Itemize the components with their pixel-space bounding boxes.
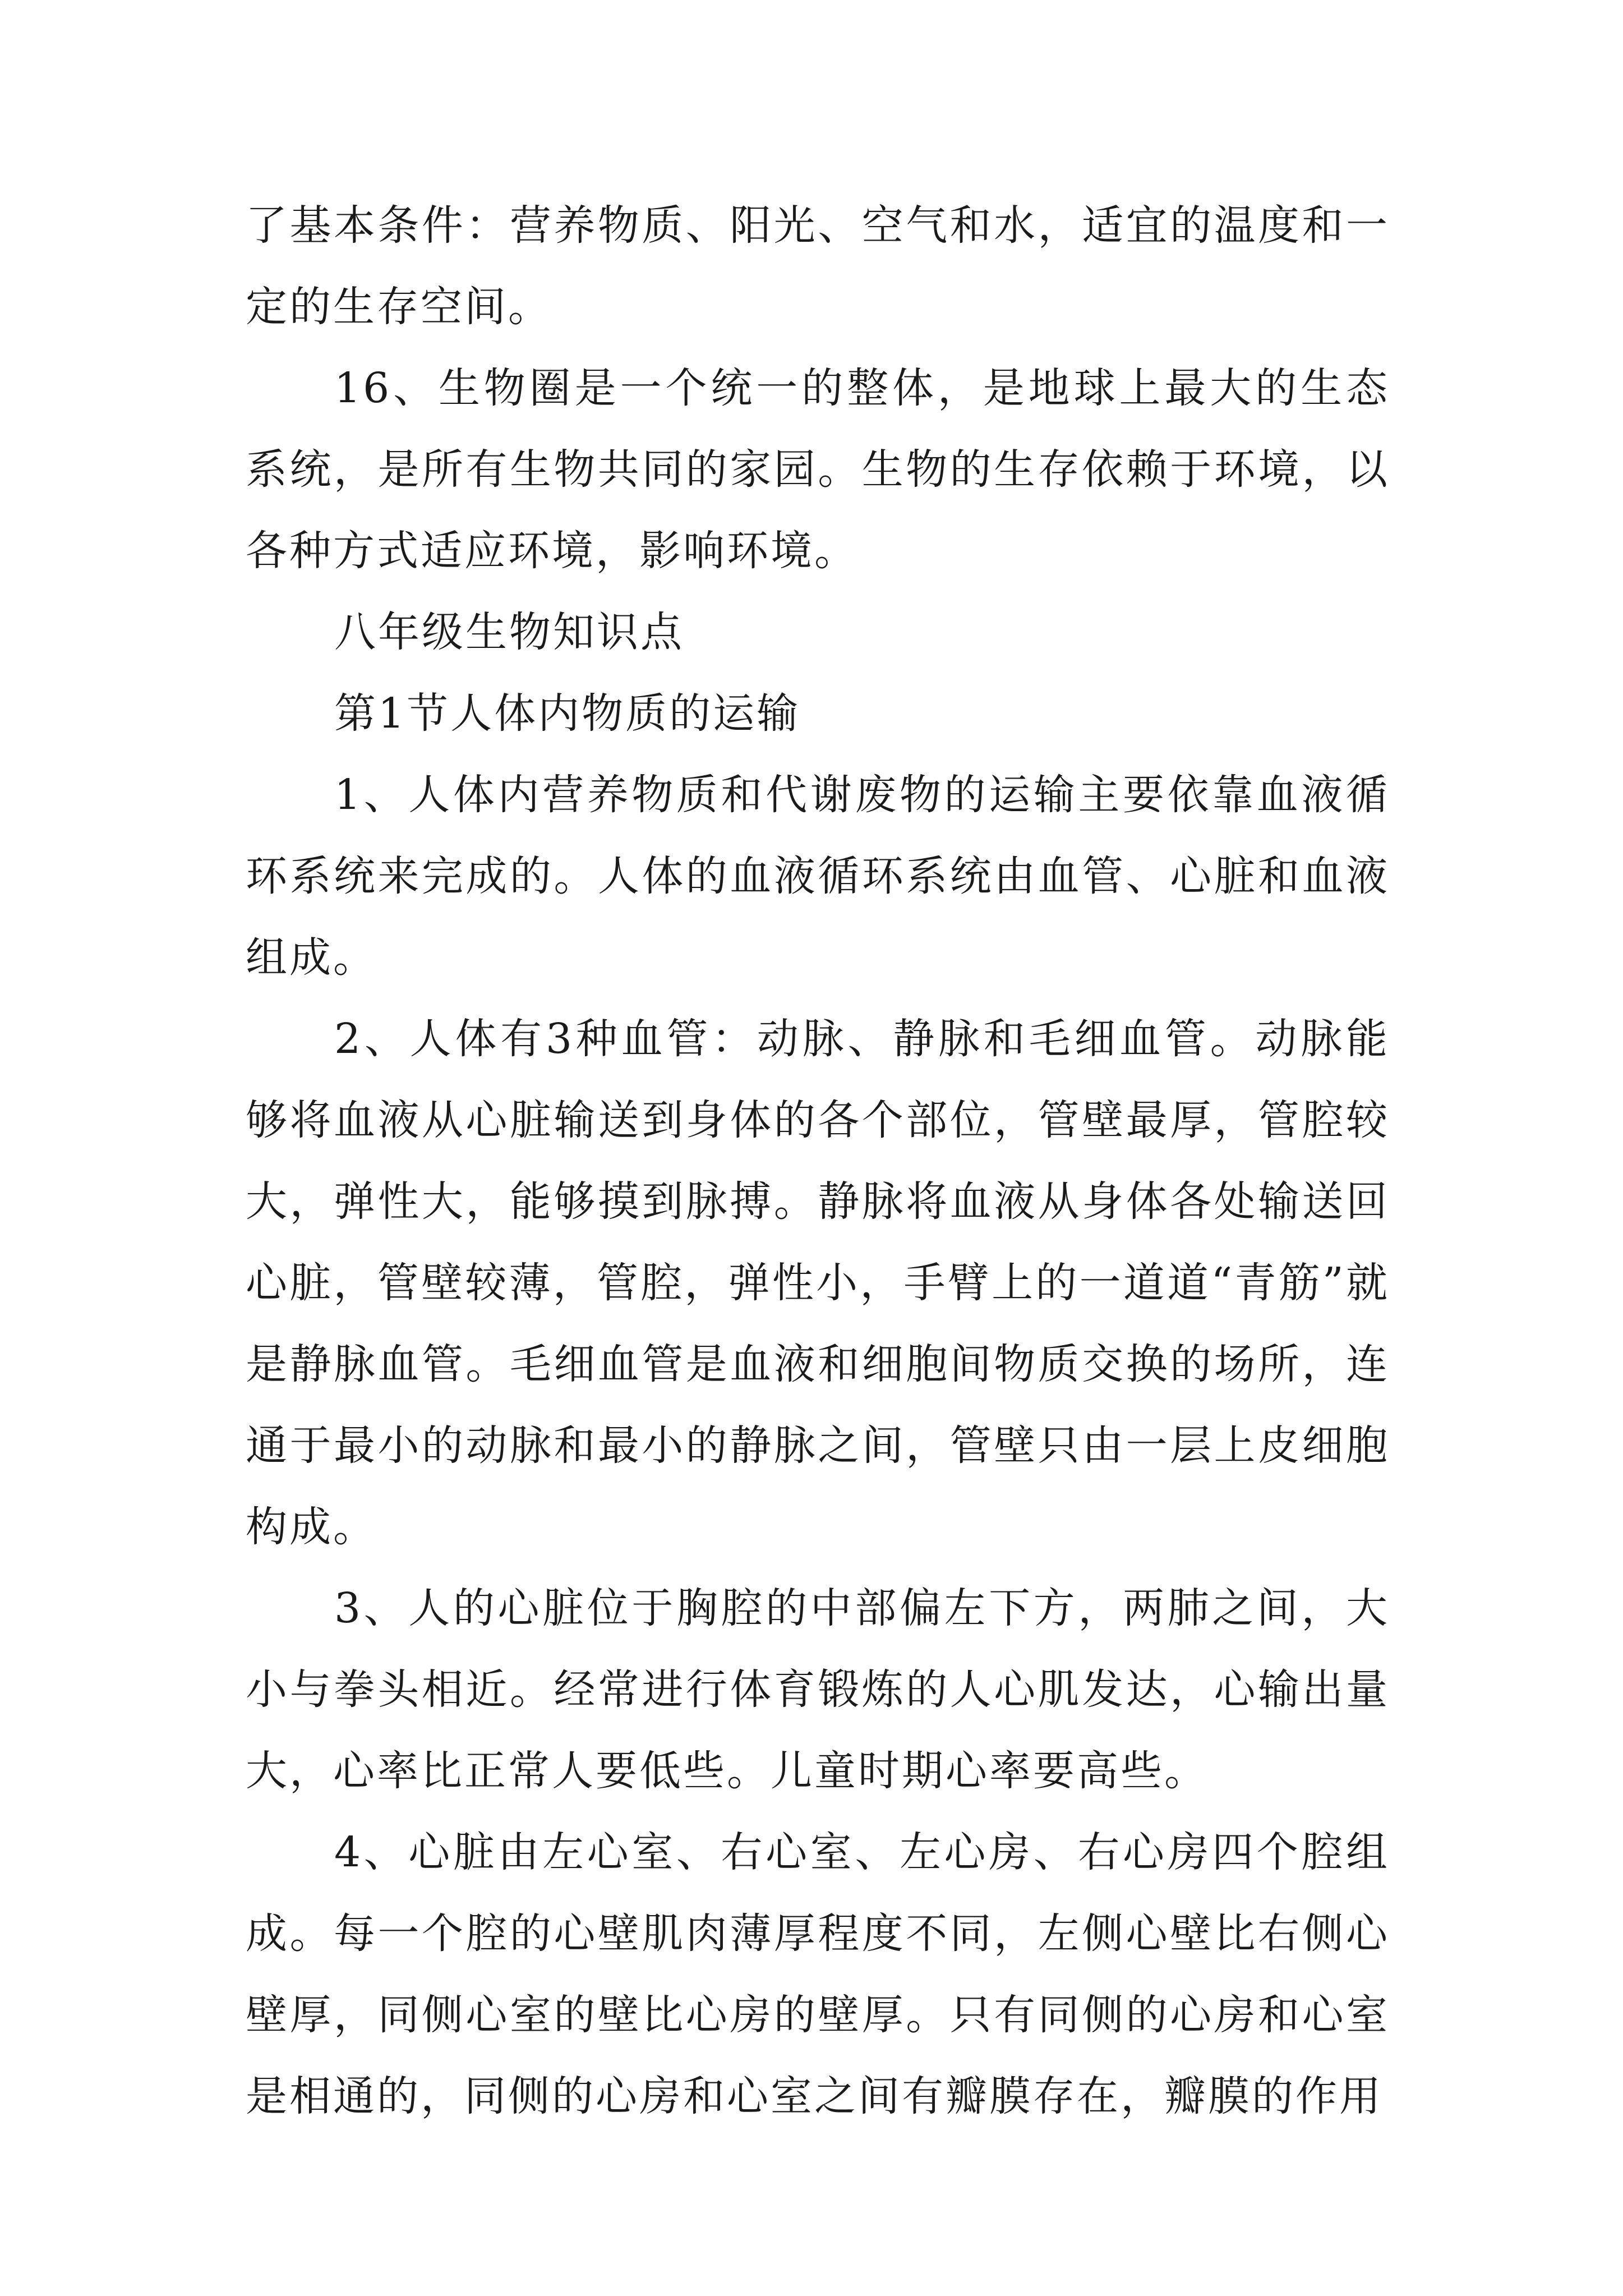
paragraph-item-2: 2、人体有3种血管：动脉、静脉和毛细血管。动脉能够将血液从心脏输送到身体的各个部位，管壁最厚，管腔较大，弹性大，能够摸到脉搏。静脉将血液从身体各处输送回心脏，管壁较薄，管腔，弹性小，手臂上的一道道“青筋”就是静脉血管。毛细血管是血液和细胞间物质交换的场所，连通于最小的动脉和最小的静脉之间，管壁只由一层上皮细胞构成。 (246, 1015, 1390, 1551)
paragraph-item-1: 1、人体内营养物质和代谢废物的运输主要依靠血液循环系统来完成的。人体的血液循环系统由血管、心脏和血液组成。 (246, 771, 1390, 982)
document-body (246, 185, 1390, 2137)
paragraph-item-4: 4、心脏由左心室、右心室、左心房、右心房四个腔组成。每一个腔的心壁肌肉薄厚程度不同，左侧心壁比右侧心壁厚，同侧心室的壁比心房的壁厚。只有同侧的心房和心室是相通的，同侧的心房和心室之间有瓣膜存在，瓣膜的作用 (246, 1828, 1390, 2120)
paragraph-continuation: 了基本条件：营养物质、阳光、空气和水，适宜的温度和一定的生存空间。 (246, 201, 1390, 331)
paragraph-item-16: 16、生物圈是一个统一的整体，是地球上最大的生态系统，是所有生物共同的家园。生物的生存依赖于环境，以各种方式适应环境，影响环境。 (246, 364, 1390, 575)
paragraph-item-3: 3、人的心脏位于胸腔的中部偏左下方，两肺之间，大小与拳头相近。经常进行体育锻炼的人心肌发达，心输出量大，心率比正常人要低些。儿童时期心率要高些。 (246, 1584, 1390, 1795)
section-heading: 八年级生物知识点 (334, 608, 684, 656)
subsection-heading: 第1节人体内物质的运输 (334, 689, 801, 738)
